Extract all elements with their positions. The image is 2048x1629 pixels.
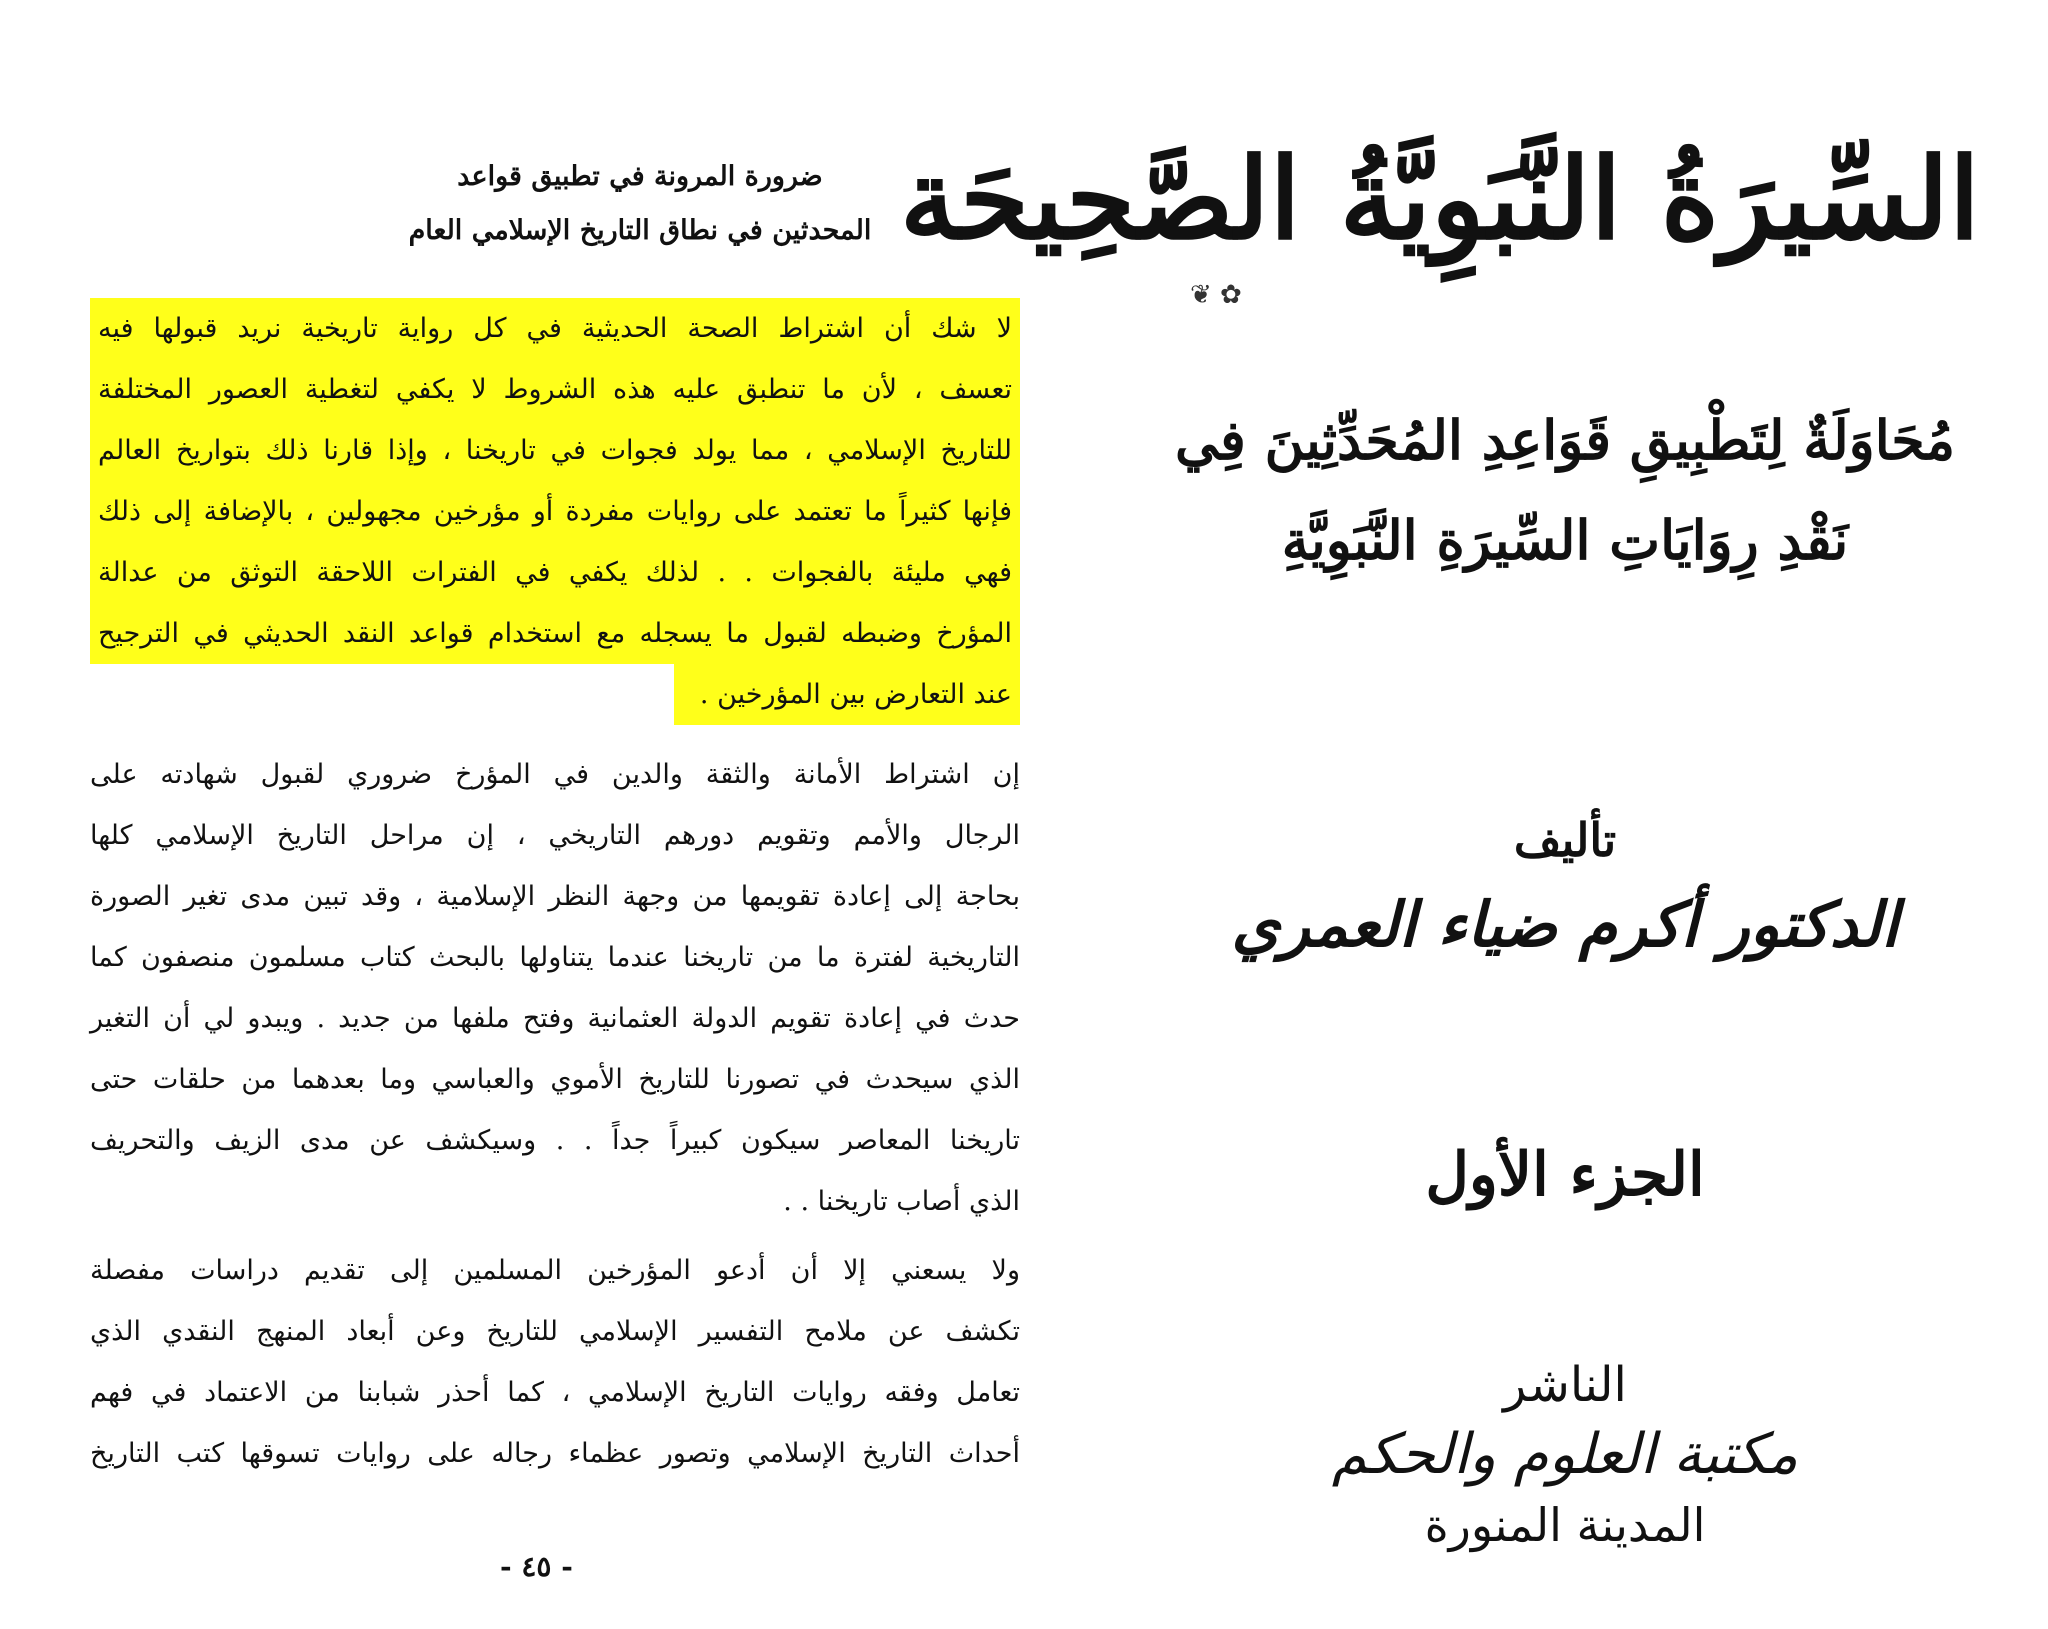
highlighted-line: فإنها كثيراً ما تعتمد على روايات مفردة أو مؤرخين مجهولين ، بالإضافة إلى ذلك — [90, 481, 1020, 542]
paragraph-line: بحاجة إلى إعادة تقويمها من وجهة النظر الإسلامية ، وقد تبين مدى تغير الصورة — [90, 881, 1020, 912]
highlighted-line: فهي مليئة بالفجوات . . لذلك يكفي في الفترات اللاحقة التوثق من عدالة — [90, 542, 1020, 603]
paragraph-line: الذي سيحدث في تصورنا للتاريخ الأموي والعباسي وما بعدهما من حلقات حتى — [90, 1064, 1020, 1095]
title-ornament: ✿ ❦ — [1190, 280, 1242, 310]
paragraph-line: الذي أصاب تاريخنا . . — [783, 1186, 1020, 1217]
paragraph-line: تكشف عن ملامح التفسير الإسلامي للتاريخ وعن أبعاد المنهج النقدي الذي — [90, 1316, 1020, 1347]
publisher-name: مكتبة العلوم والحكم — [1331, 1422, 1799, 1487]
highlighted-line: عند التعارض بين المؤرخين . — [674, 664, 1020, 725]
highlighted-line: لا شك أن اشتراط الصحة الحديثية في كل رواية تاريخية نريد قبولها فيه — [90, 298, 1020, 359]
paragraph-line: حدث في إعادة تقويم الدولة العثمانية وفتح ملفها من جديد . ويبدو لي أن التغير — [90, 1003, 1020, 1034]
paragraph-3 — [90, 1240, 1020, 1484]
publisher-city: المدينة المنورة — [1424, 1498, 1706, 1552]
volume-label: الجزء الأول — [1425, 1140, 1705, 1210]
publisher-label: الناشر — [1503, 1357, 1627, 1413]
heading-line-1: ضرورة المرونة في تطبيق قواعد — [457, 161, 823, 192]
paragraph-line: ولا يسعني إلا أن أدعو المؤرخين المسلمين إلى تقديم دراسات مفصلة — [90, 1255, 1020, 1286]
paragraph-2 — [90, 744, 1020, 1232]
paragraph-line: إن اشتراط الأمانة والثقة والدين في المؤرخ ضروري لقبول شهادته على — [90, 759, 1020, 790]
paragraph-line: الرجال والأمم وتقويم دورهم التاريخي ، إن مراحل التاريخ الإسلامي كلها — [90, 820, 1020, 851]
subtitle-line-1: مُحَاوَلَةٌ لِتَطْبِيقِ قَوَاعِدِ المُحَدِّثِينَ فِي — [1175, 408, 1955, 472]
paragraph-line: تعامل وفقه روايات التاريخ الإسلامي ، كما أحذر شبابنا من الاعتماد في فهم — [90, 1377, 1020, 1408]
highlighted-line: تعسف ، لأن ما تنطبق عليه هذه الشروط لا يكفي لتغطية العصور المختلفة — [90, 359, 1020, 420]
paragraph-line: تاريخنا المعاصر سيكون كبيراً جداً . . وسيكشف عن مدى الزيف والتحريف — [90, 1125, 1020, 1156]
author-label: تأليف — [1513, 813, 1617, 867]
paragraph-line: أحداث التاريخ الإسلامي وتصور عظماء رجاله على روايات تسوقها كتب التاريخ — [90, 1438, 1020, 1469]
heading-line-2: المحدثين في نطاق التاريخ الإسلامي العام — [408, 215, 872, 246]
page-number: - ٤٥ - — [500, 1550, 573, 1583]
text-page — [90, 130, 1020, 1610]
subtitle-line-2: نَقْدِ رِوَايَاتِ السِّيرَةِ النَّبَوِيَّةِ — [1281, 508, 1849, 572]
book-title: السِّيرَةُ النَّبَوِيَّةُ الصَّحِيحَة — [899, 134, 1980, 265]
highlighted-line: للتاريخ الإسلامي ، مما يولد فجوات في تاريخنا ، وإذا قارنا ذلك بتواريخ العالم — [90, 420, 1020, 481]
paragraph-line: التاريخية لفترة ما من تاريخنا عندما يتناولها بالبحث كتاب مسلمون منصفون كما — [90, 942, 1020, 973]
book-subtitle — [1150, 390, 1980, 590]
highlighted-paragraph — [90, 298, 1020, 725]
author-name: الدكتور أكرم ضياء العمري — [1231, 888, 1899, 961]
highlighted-line: المؤرخ وضبطه لقبول ما يسجله مع استخدام قواعد النقد الحديثي في الترجيح — [90, 603, 1020, 664]
